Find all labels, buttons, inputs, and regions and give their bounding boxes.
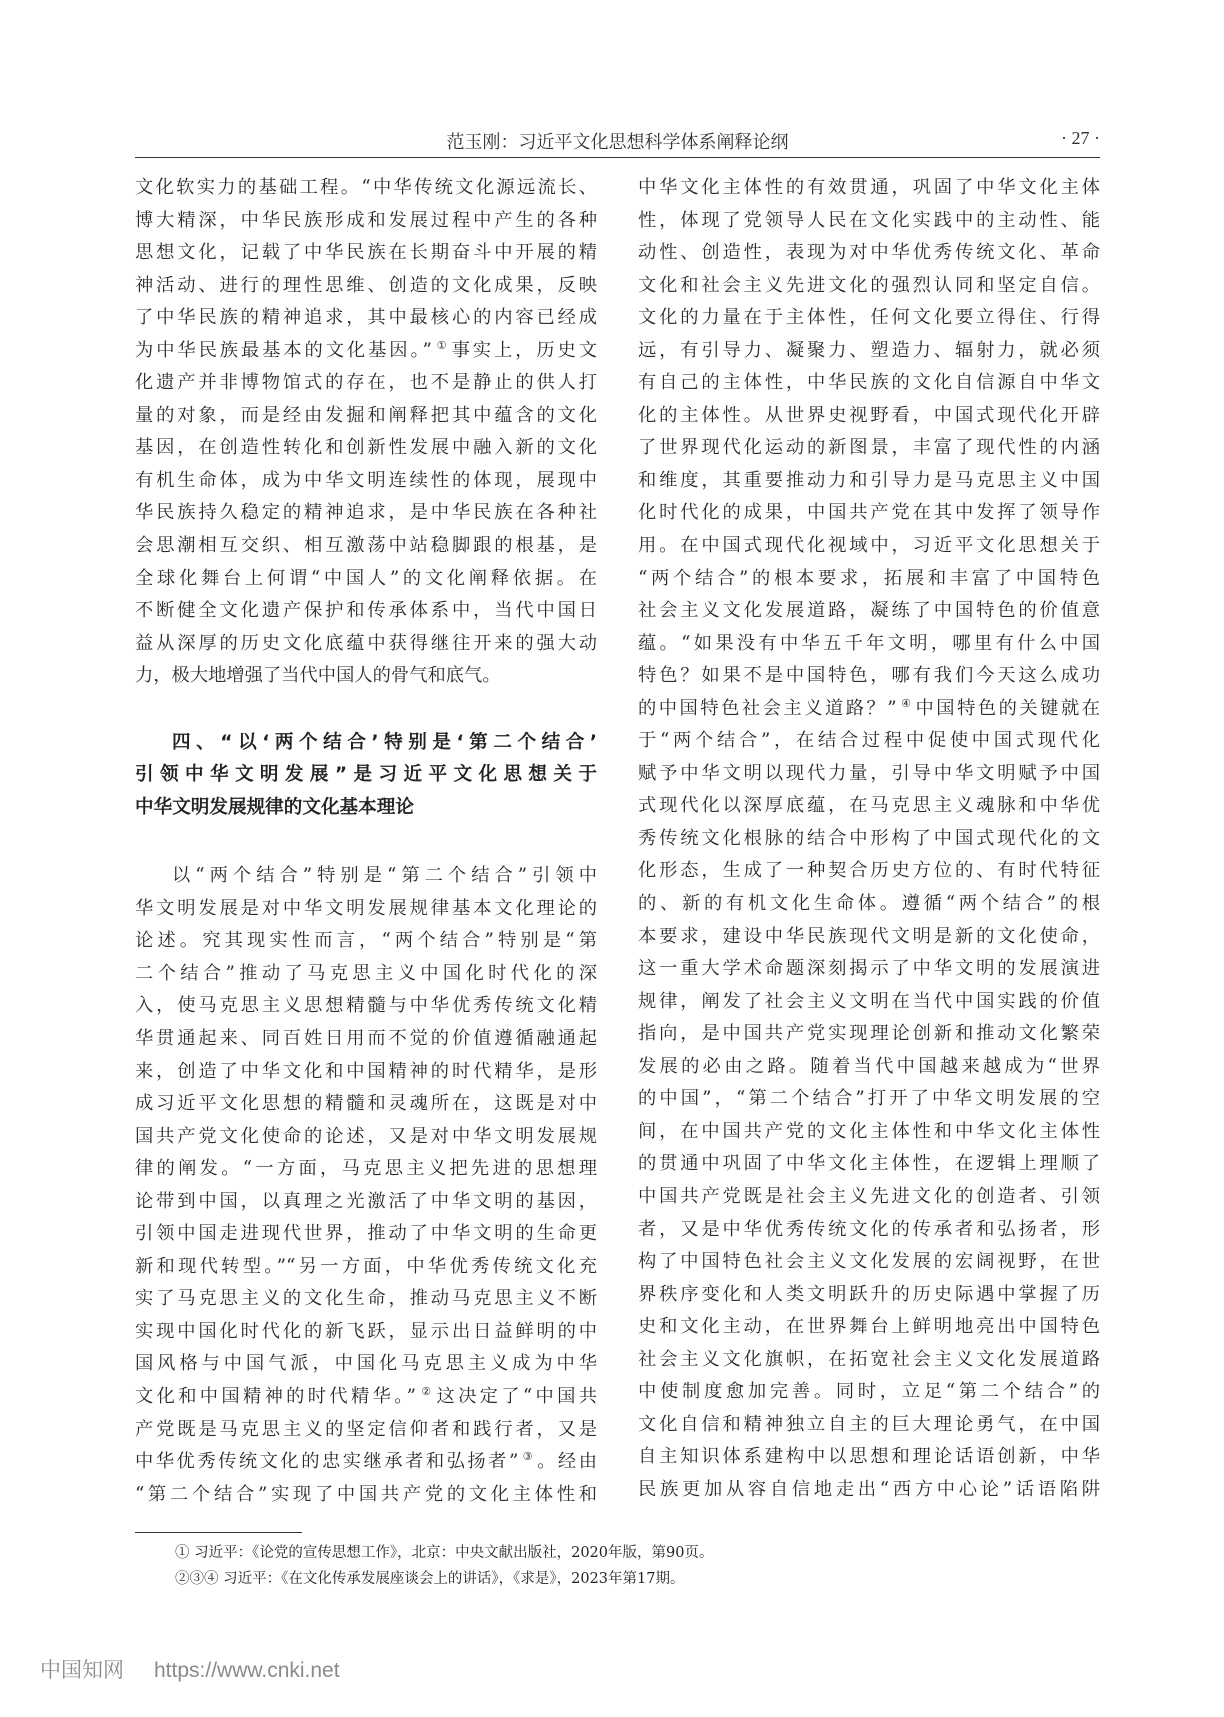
text-line: 二个结合”推动了马克思主义中国化时代化的深	[135, 962, 597, 984]
text-line: 量的对象，而是经由发掘和阐释把其中蕴含的文化	[135, 404, 597, 426]
text-line: 会思潮相互交织、相互激荡中站稳脚跟的根基，是	[135, 535, 597, 557]
heading-line: 中华文明发展规律的文化基本理论	[135, 796, 414, 818]
footnote-1: ① 习近平：《论党的宣传思想工作》，北京：中央文献出版社，2020年版，第90页。	[175, 1545, 714, 1561]
text-line: 指向，是中国共产党实现理论创新和推动文化繁荣	[638, 1023, 1100, 1045]
text-line: 华民族持久稳定的精神追求，是中华民族在各种社	[135, 502, 597, 524]
page-header	[135, 128, 1100, 156]
text-line: 国共产党文化使命的论述，又是对中华文明发展规	[135, 1125, 597, 1147]
text-segment: 中国特色的关键就在	[915, 697, 1100, 719]
text-line: 于“两个结合”，在结合过程中促使中国式现代化	[638, 730, 1100, 752]
text-line: 特色？如果不是中国特色，哪有我们今天这么成功	[638, 665, 1100, 687]
text-line: 界秩序变化和人类文明跃升的历史际遇中掌握了历	[638, 1283, 1100, 1305]
text-line	[135, 1446, 597, 1479]
text-line: 基因，在创造性转化和创新性发展中融入新的文化	[135, 437, 597, 459]
text-line: 思想文化，记载了中华民族在长期奋斗中开展的精	[135, 242, 597, 264]
left-column	[135, 172, 597, 1511]
section-heading	[135, 727, 597, 825]
watermark-url[interactable]: https://www.cnki.net	[154, 1659, 340, 1682]
text-line: 规律，阐发了社会主义文明在当代中国实践的价值	[638, 990, 1100, 1012]
text-line: 间，在中国共产党的文化主体性和中华文化主体性	[638, 1120, 1100, 1142]
text-segment: 文化和中国精神的时代精华。”	[135, 1386, 416, 1407]
paragraph	[135, 860, 597, 1511]
text-line: 产党既是马克思主义的坚定信仰者和践行者，又是	[135, 1418, 597, 1440]
text-line: 性，体现了党领导人民在文化实践中的主动性、能	[638, 209, 1100, 231]
text-line: 了中华民族的精神追求，其中最核心的内容已经成	[135, 307, 597, 329]
footnote-ref-3[interactable]: ③	[520, 1450, 536, 1463]
header-rule	[135, 157, 1100, 158]
paragraph	[638, 172, 1100, 1506]
text-line: 论带到中国，以真理之光激活了中华文明的基因，	[135, 1190, 597, 1212]
text-line: 有机生命体，成为中华文明连续性的体现，展现中	[135, 469, 597, 491]
footnote-ref-4[interactable]: ④	[898, 696, 914, 710]
text-line: 实了马克思主义的文化生命，推动马克思主义不断	[135, 1288, 597, 1310]
text-line: 引领中国走进现代世界，推动了中华文明的生命更	[135, 1223, 597, 1245]
text-line: 的、新的有机文化生命体。遵循“两个结合”的根	[638, 893, 1100, 915]
text-line: 社会主义文化发展道路，凝练了中国特色的价值意	[638, 600, 1100, 622]
text-line: 发展的必由之路。随着当代中国越来越成为“世界	[638, 1055, 1100, 1077]
text-line: 民族更加从容自信地走出“西方中心论”话语陷阱	[638, 1478, 1100, 1500]
text-line: 的中国”，“第二个结合”打开了中华文明发展的空	[638, 1088, 1100, 1110]
footnote-rule	[135, 1532, 302, 1533]
text-line: 本要求，建设中华民族现代文明是新的文化使命，	[638, 925, 1100, 947]
text-line: 自主知识体系建构中以思想和理论话语创新，中华	[638, 1446, 1100, 1468]
text-line: 国风格与中国气派，中国化马克思主义成为中华	[135, 1353, 597, 1375]
text-line: 力，极大地增强了当代中国人的骨气和底气。	[135, 665, 501, 687]
text-line: 不断健全文化遗产保护和传承体系中，当代中国日	[135, 600, 597, 622]
footnotes	[175, 1540, 713, 1592]
right-column	[638, 172, 1100, 1506]
running-title: 范玉刚：习近平文化思想科学体系阐释论纲	[446, 132, 789, 153]
text-line: 益从深厚的历史文化底蕴中获得继往开来的强大动	[135, 632, 597, 654]
text-line: 入，使马克思主义思想精髓与中华优秀传统文化精	[135, 995, 597, 1017]
text-line: 式现代化以深厚底蕴，在马克思主义魂脉和中华优	[638, 795, 1100, 817]
text-line: 论述。究其现实性而言，“两个结合”特别是“第	[135, 930, 597, 952]
text-line: 和维度，其重要推动力和引导力是马克思主义中国	[638, 469, 1100, 491]
text-line: 化时代化的成果，中国共产党在其中发挥了领导作	[638, 502, 1100, 524]
text-line	[638, 693, 1100, 726]
text-line: 者，又是中华优秀传统文化的传承者和弘扬者，形	[638, 1218, 1100, 1240]
watermark	[40, 1654, 340, 1684]
heading-line: 四、“以‘两个结合’特别是‘第二个结合’	[172, 731, 597, 753]
text-segment: 事实上，历史文	[451, 339, 598, 361]
text-line: “第二个结合”实现了中国共产党的文化主体性和	[135, 1483, 597, 1505]
footnote-ref-1[interactable]: ①	[433, 338, 450, 352]
text-line: 文化和社会主义先进文化的强烈认同和坚定自信。	[638, 274, 1100, 296]
text-line: 来，创造了中华文化和中国精神的时代精华，是形	[135, 1060, 597, 1082]
text-line: 化形态，生成了一种契合历史方位的、有时代特征	[638, 860, 1100, 882]
text-line: 动性、创造性，表现为对中华优秀传统文化、革命	[638, 242, 1100, 264]
footnote-ref-2[interactable]: ②	[417, 1384, 435, 1398]
text-line: 化的主体性。从世界史视野看，中国式现代化开辟	[638, 404, 1100, 426]
text-line: 以“两个结合”特别是“第二个结合”引领中	[172, 865, 597, 887]
text-line: 华贯通起来、同百姓日用而不觉的价值遵循融通起	[135, 1027, 597, 1049]
text-line: 有自己的主体性，中华民族的文化自信源自中华文	[638, 372, 1100, 394]
text-line: 秀传统文化根脉的结合中形构了中国式现代化的文	[638, 827, 1100, 849]
text-line: 律的阐发。“一方面，马克思主义把先进的思想理	[135, 1158, 597, 1180]
text-line: 文化自信和精神独立自主的巨大理论勇气，在中国	[638, 1413, 1100, 1435]
text-line: 构了中国特色社会主义文化发展的宏阔视野，在世	[638, 1251, 1100, 1273]
text-line: 用。在中国式现代化视域中，习近平文化思想关于	[638, 535, 1100, 557]
text-line: 史和文化主动，在世界舞台上鲜明地亮出中国特色	[638, 1316, 1100, 1338]
text-line: 中国共产党既是社会主义先进文化的创造者、引领	[638, 1185, 1100, 1207]
text-line: 成习近平文化思想的精髓和灵魂所在，这既是对中	[135, 1093, 597, 1115]
text-line: 化遗产并非博物馆式的存在，也不是静止的供人打	[135, 372, 597, 394]
watermark-brand: 中国知网	[40, 1658, 124, 1682]
text-line: 全球化舞台上何谓“中国人”的文化阐释依据。在	[135, 567, 597, 589]
text-line: 这一重大学术命题深刻揭示了中华文明的发展演进	[638, 958, 1100, 980]
text-line: 文化的力量在于主体性，任何文化要立得住、行得	[638, 307, 1100, 329]
footnote-2-3-4: ②③④ 习近平：《在文化传承发展座谈会上的讲话》，《求是》，2023年第17期。	[175, 1571, 685, 1587]
text-line	[135, 335, 597, 368]
text-line: 赋予中华文明以现代力量，引导中华文明赋予中国	[638, 762, 1100, 784]
text-line: “两个结合”的根本要求，拓展和丰富了中国特色	[638, 567, 1100, 589]
text-line: 中华文化主体性的有效贯通，巩固了中华文化主体	[638, 177, 1100, 198]
text-line: 的贯通中巩固了中华文化主体性，在逻辑上理顺了	[638, 1153, 1100, 1175]
text-line: 神活动、进行的理性思维、创造的文化成果，反映	[135, 274, 597, 296]
text-line: 实现中国化时代化的新飞跃，显示出日益鲜明的中	[135, 1320, 597, 1342]
text-line	[135, 1381, 597, 1414]
text-line: 文化软实力的基础工程。“中华传统文化源远流长、	[135, 177, 597, 198]
text-segment: 中华优秀传统文化的忠实继承者和弘扬者”	[135, 1451, 519, 1473]
text-line: 了世界现代化运动的新图景，丰富了现代性的内涵	[638, 437, 1100, 459]
paragraph	[135, 172, 597, 693]
text-line: 蕴。“如果没有中华五千年文明，哪里有什么中国	[638, 632, 1100, 654]
text-segment: 这决定了“中国共	[436, 1386, 597, 1407]
page-number: · 27 ·	[1061, 128, 1100, 148]
text-segment: 。经由	[537, 1451, 597, 1473]
text-line: 华文明发展是对中华文明发展规律基本文化理论的	[135, 897, 597, 919]
text-line: 远，有引导力、凝聚力、塑造力、辐射力，就必须	[638, 339, 1100, 361]
text-line: 中使制度愈加完善。同时，立足“第二个结合”的	[638, 1381, 1100, 1403]
text-line: 博大精深，中华民族形成和发展过程中产生的各种	[135, 209, 597, 231]
text-segment: 为中华民族最基本的文化基因。”	[135, 339, 432, 361]
heading-line: 引领中华文明发展”是习近平文化思想关于	[135, 764, 597, 786]
text-segment: 的中国特色社会主义道路？”	[638, 697, 897, 719]
text-line: 新和现代转型。”“另一方面，中华优秀传统文化充	[135, 1255, 597, 1277]
text-line: 社会主义文化旗帜，在拓宽社会主义文化发展道路	[638, 1348, 1100, 1370]
